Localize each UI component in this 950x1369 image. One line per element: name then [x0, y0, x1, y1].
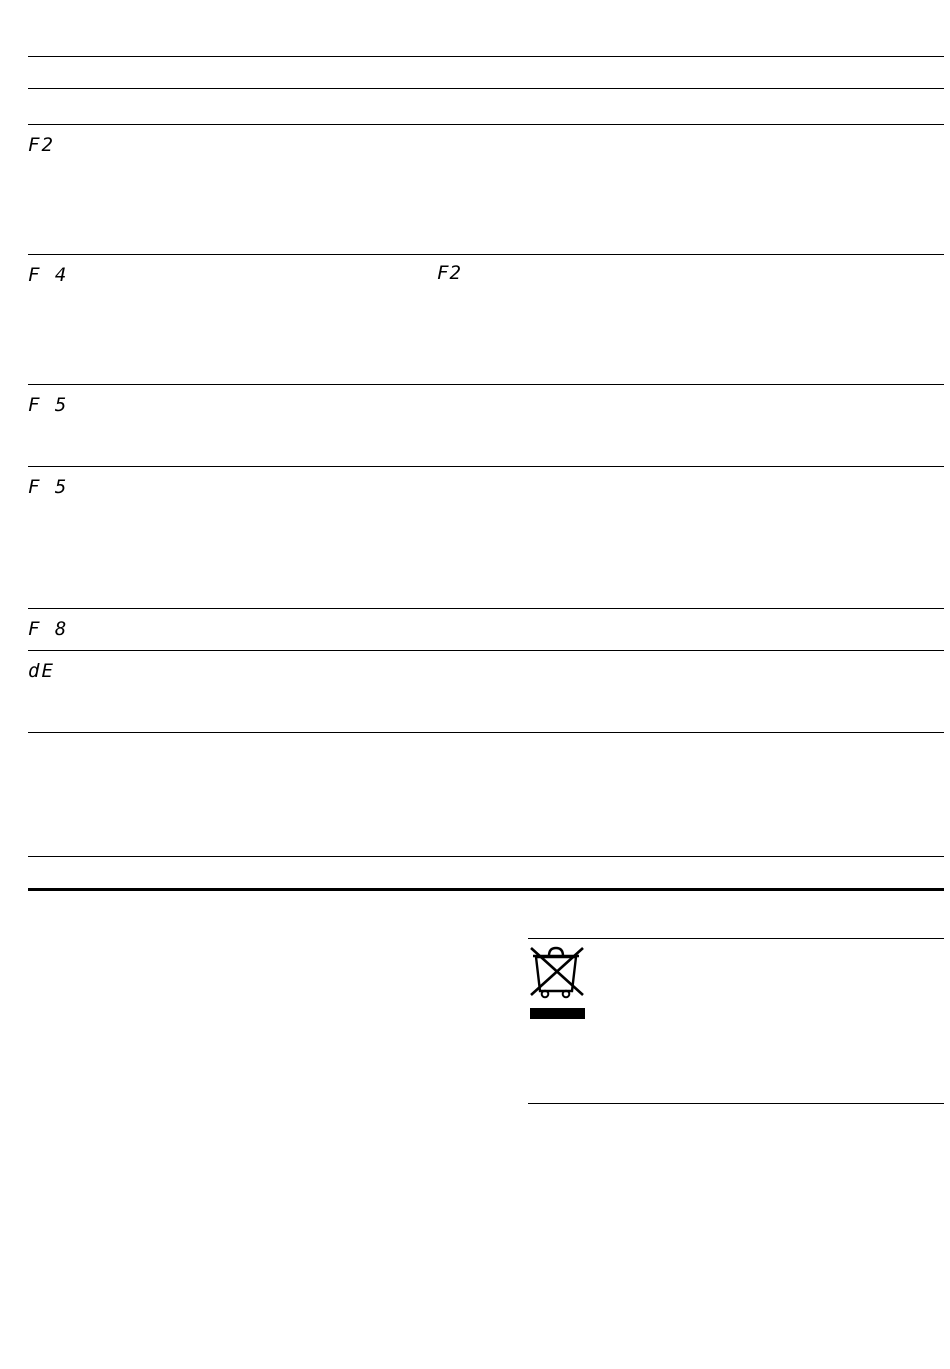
- table-rule: [28, 384, 944, 385]
- table-rule-bold: [28, 888, 944, 891]
- table-rule: [28, 88, 944, 89]
- fault-code: F 5: [28, 476, 69, 498]
- fault-code: F2: [28, 134, 55, 156]
- disposal-rule: [528, 938, 944, 939]
- table-rule: [28, 124, 944, 125]
- fault-code: dE: [28, 660, 55, 682]
- table-rule: [28, 56, 944, 57]
- table-rule: [28, 732, 944, 733]
- table-rule: [28, 466, 944, 467]
- table-rule: [28, 608, 944, 609]
- table-rule: [28, 254, 944, 255]
- crossed-out-wheelie-bin-icon: [528, 943, 588, 999]
- fault-code: F 5: [28, 394, 69, 416]
- table-rule: [28, 650, 944, 651]
- disposal-rule: [528, 1103, 944, 1104]
- table-rule: [28, 856, 944, 857]
- weee-bar: [530, 1008, 585, 1019]
- fault-code: F 8: [28, 618, 69, 640]
- fault-code: F 4: [28, 264, 69, 286]
- fault-code-inline: F2: [437, 262, 462, 284]
